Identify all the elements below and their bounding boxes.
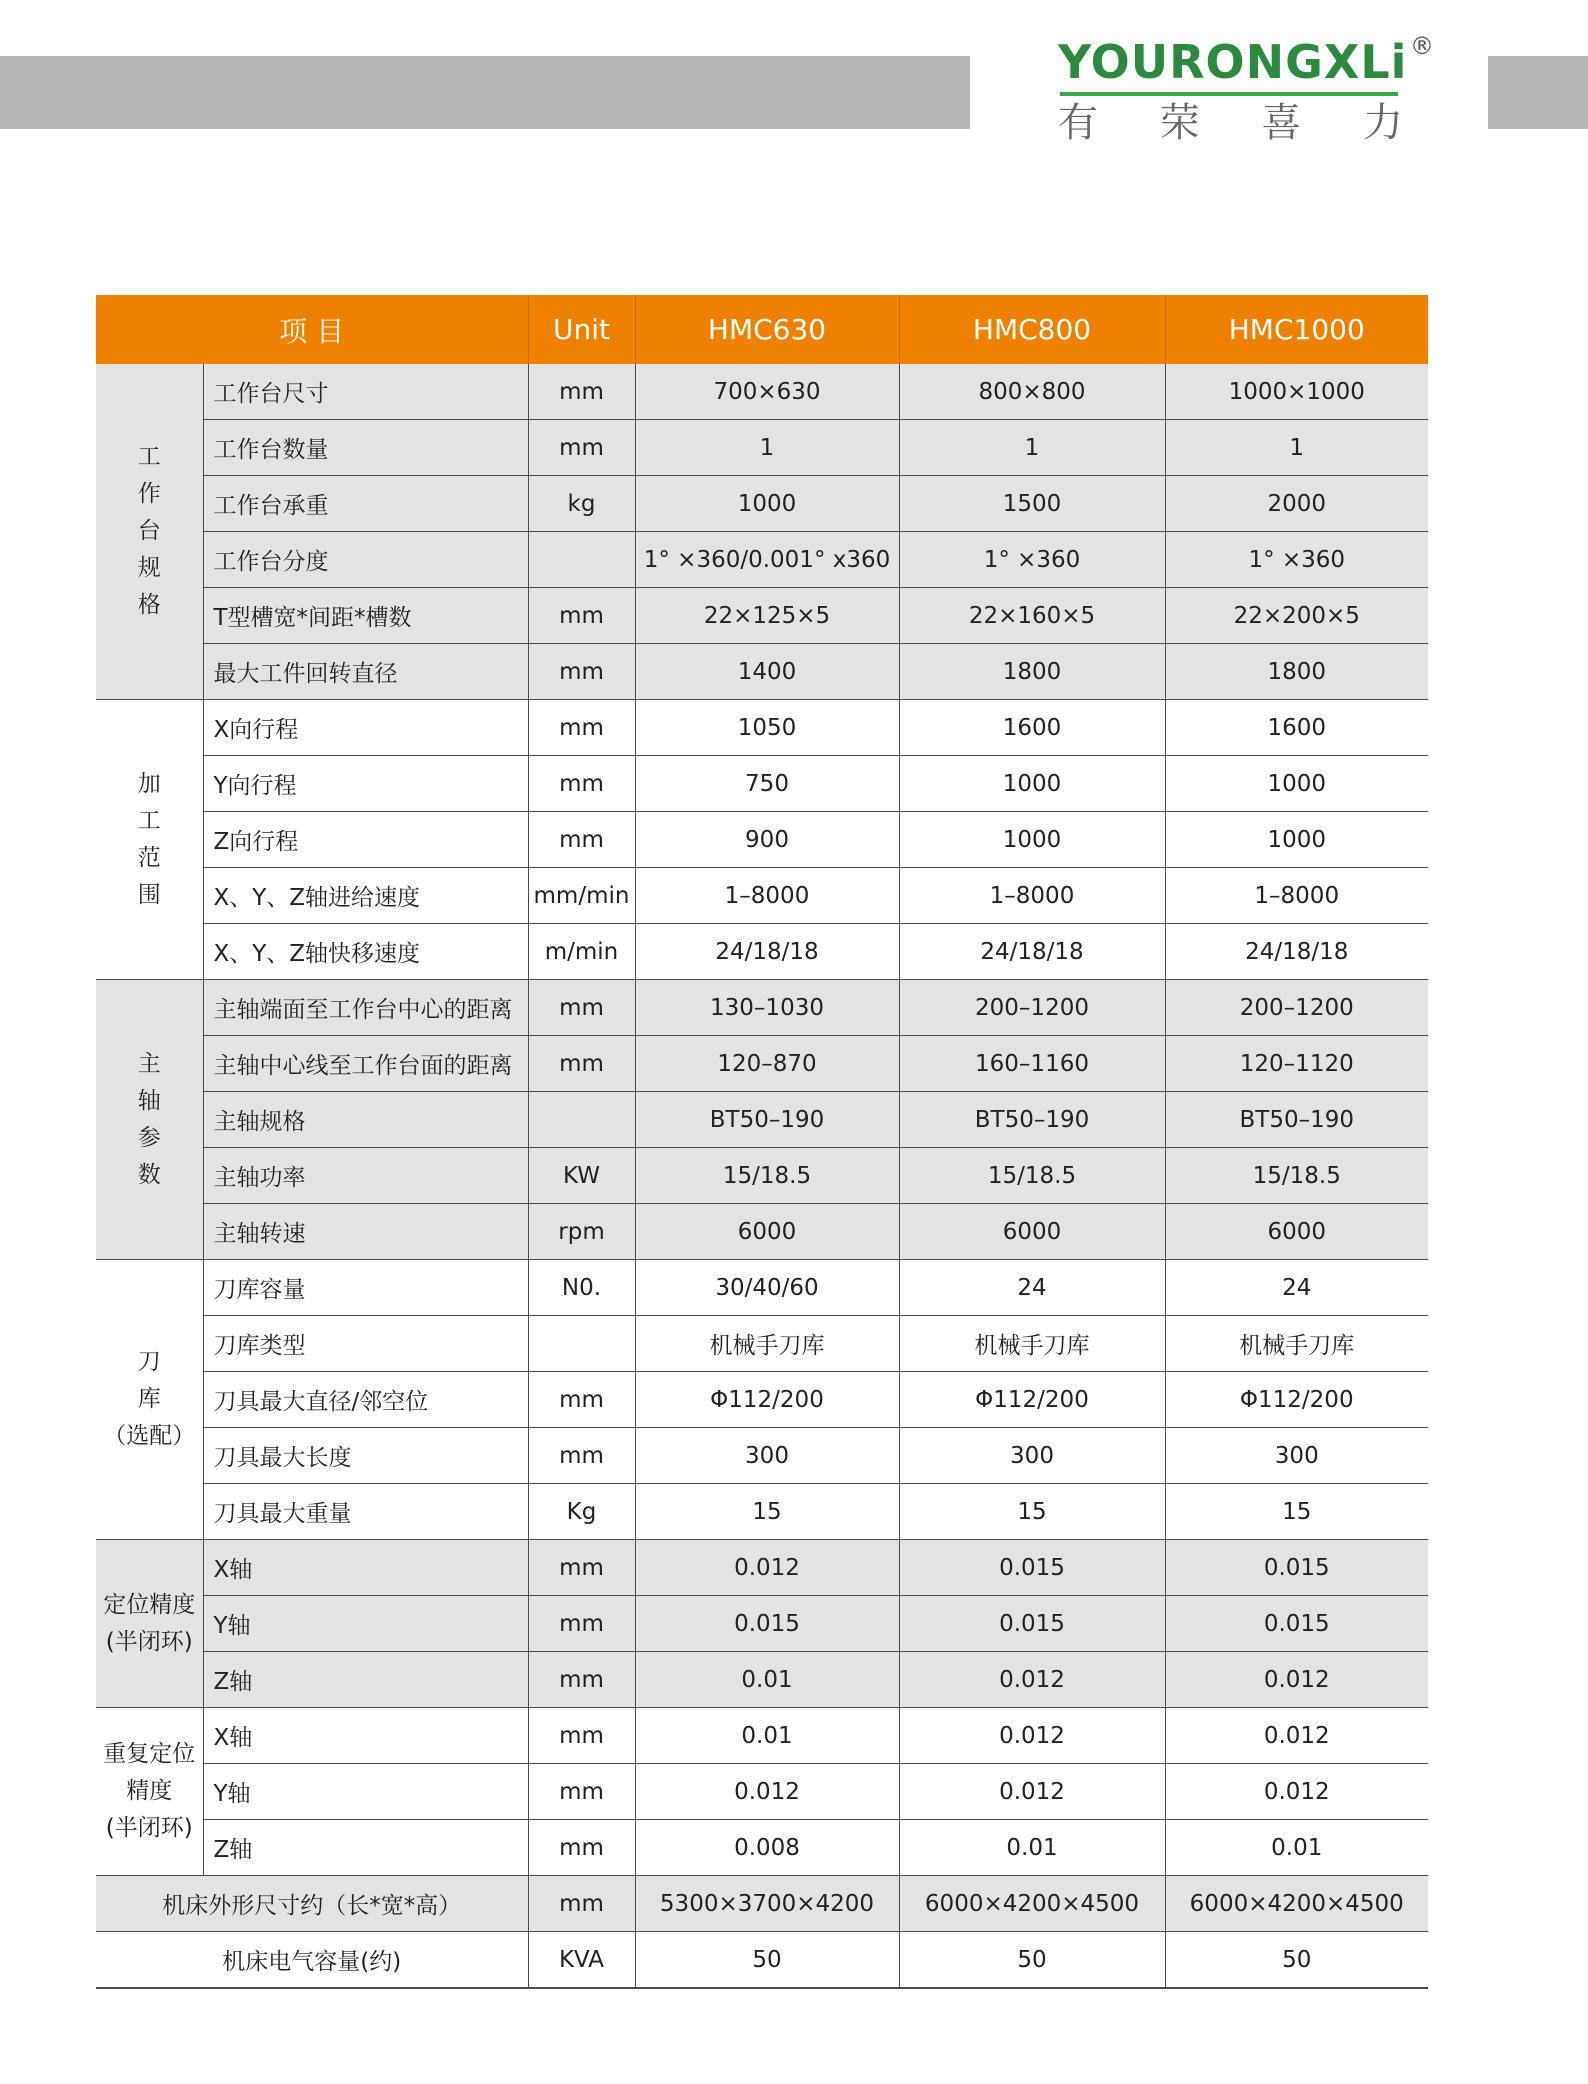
- unit-cell: mm: [528, 588, 635, 644]
- item-cell: 工作台分度: [203, 532, 528, 588]
- unit-cell: kg: [528, 476, 635, 532]
- value-cell: 6000: [635, 1204, 899, 1260]
- value-cell: Φ112/200: [635, 1372, 899, 1428]
- value-cell: 300: [635, 1428, 899, 1484]
- item-cell: 工作台承重: [203, 476, 528, 532]
- value-cell: 机械手刀库: [635, 1316, 899, 1372]
- unit-cell: KW: [528, 1148, 635, 1204]
- header-grey-bar-right: [1488, 56, 1588, 129]
- value-cell: 1800: [899, 644, 1165, 700]
- group-label-line: (半闭环): [105, 1628, 193, 1655]
- value-cell: 1800: [1165, 644, 1428, 700]
- group-label-text: 工作台规格: [137, 444, 161, 618]
- value-cell: 6000×4200×4500: [1165, 1876, 1428, 1932]
- unit-cell: mm: [528, 980, 635, 1036]
- table-header-row: [96, 295, 1428, 364]
- value-cell: 24/18/18: [1165, 924, 1428, 980]
- item-cell: 主轴端面至工作台中心的距离: [203, 980, 528, 1036]
- unit-cell: rpm: [528, 1204, 635, 1260]
- header-unit: Unit: [528, 295, 635, 364]
- item-cell: Y向行程: [203, 756, 528, 812]
- value-cell: 24: [1165, 1260, 1428, 1316]
- table-row: [96, 1540, 1428, 1596]
- item-cell: 主轴功率: [203, 1148, 528, 1204]
- header-grey-bar-left: [0, 56, 970, 129]
- unit-cell: mm: [528, 364, 635, 420]
- value-cell: 22×200×5: [1165, 588, 1428, 644]
- logo-underline: [1060, 92, 1398, 96]
- table-row: [96, 924, 1428, 980]
- value-cell: 1° ×360: [1165, 532, 1428, 588]
- item-cell: X轴: [203, 1708, 528, 1764]
- value-cell: 120–870: [635, 1036, 899, 1092]
- value-cell: 机械手刀库: [1165, 1316, 1428, 1372]
- group-label: [96, 700, 203, 980]
- table-row: [96, 1316, 1428, 1372]
- value-cell: 1–8000: [899, 868, 1165, 924]
- item-cell: X、Y、Z轴进给速度: [203, 868, 528, 924]
- value-cell: 2000: [1165, 476, 1428, 532]
- value-cell: 1° ×360/0.001° x360: [635, 532, 899, 588]
- unit-cell: mm: [528, 1708, 635, 1764]
- table-row: [96, 1484, 1428, 1540]
- table-row: [96, 1148, 1428, 1204]
- unit-cell: mm: [528, 1036, 635, 1092]
- unit-cell: KVA: [528, 1932, 635, 1989]
- value-cell: BT50–190: [635, 1092, 899, 1148]
- value-cell: 6000: [899, 1204, 1165, 1260]
- unit-cell: mm/min: [528, 868, 635, 924]
- value-cell: 15: [1165, 1484, 1428, 1540]
- header-item: 项 目: [96, 295, 528, 364]
- value-cell: 0.012: [635, 1764, 899, 1820]
- value-cell: Φ112/200: [899, 1372, 1165, 1428]
- unit-cell: mm: [528, 420, 635, 476]
- header-model: HMC630: [635, 295, 899, 364]
- value-cell: 24/18/18: [635, 924, 899, 980]
- value-cell: 22×125×5: [635, 588, 899, 644]
- unit-cell: [528, 532, 635, 588]
- unit-cell: [528, 1092, 635, 1148]
- table-row: [96, 1932, 1428, 1989]
- group-label-line: 精度: [126, 1778, 173, 1804]
- spec-table: [96, 295, 1428, 1989]
- table-row: [96, 756, 1428, 812]
- unit-cell: mm: [528, 1652, 635, 1708]
- value-cell: Φ112/200: [1165, 1372, 1428, 1428]
- item-cell: 刀具最大长度: [203, 1428, 528, 1484]
- unit-cell: [528, 1316, 635, 1372]
- group-label-text: 加工范围: [137, 770, 161, 908]
- unit-cell: mm: [528, 644, 635, 700]
- value-cell: 1: [1165, 420, 1428, 476]
- table-row: [96, 1372, 1428, 1428]
- value-cell: 200–1200: [899, 980, 1165, 1036]
- table-row: [96, 1820, 1428, 1876]
- unit-cell: m/min: [528, 924, 635, 980]
- item-cell: X、Y、Z轴快移速度: [203, 924, 528, 980]
- value-cell: 1600: [899, 700, 1165, 756]
- value-cell: 1400: [635, 644, 899, 700]
- value-cell: BT50–190: [1165, 1092, 1428, 1148]
- value-cell: 0.012: [1165, 1652, 1428, 1708]
- table-row: [96, 420, 1428, 476]
- logo-char: 力: [1362, 100, 1403, 146]
- value-cell: 120–1120: [1165, 1036, 1428, 1092]
- value-cell: 1000: [899, 812, 1165, 868]
- item-cell: Z向行程: [203, 812, 528, 868]
- value-cell: 1° ×360: [899, 532, 1165, 588]
- value-cell: 50: [1165, 1932, 1428, 1989]
- value-cell: 750: [635, 756, 899, 812]
- value-cell: 1600: [1165, 700, 1428, 756]
- value-cell: 0.01: [1165, 1820, 1428, 1876]
- item-cell: 刀具最大直径/邻空位: [203, 1372, 528, 1428]
- value-cell: 1000: [899, 756, 1165, 812]
- item-cell: X轴: [203, 1540, 528, 1596]
- value-cell: 0.012: [1165, 1764, 1428, 1820]
- value-cell: 1000: [1165, 756, 1428, 812]
- value-cell: 0.015: [1165, 1540, 1428, 1596]
- value-cell: 机械手刀库: [899, 1316, 1165, 1372]
- item-cell: 工作台尺寸: [203, 364, 528, 420]
- value-cell: 0.012: [899, 1652, 1165, 1708]
- item-cell: Z轴: [203, 1652, 528, 1708]
- value-cell: 5300×3700×4200: [635, 1876, 899, 1932]
- unit-cell: Kg: [528, 1484, 635, 1540]
- header-model: HMC800: [899, 295, 1165, 364]
- table-row: [96, 1652, 1428, 1708]
- value-cell: 0.01: [635, 1708, 899, 1764]
- table-row: [96, 1596, 1428, 1652]
- value-cell: 24/18/18: [899, 924, 1165, 980]
- item-cell: 最大工件回转直径: [203, 644, 528, 700]
- value-cell: 24: [899, 1260, 1165, 1316]
- group-label: [96, 1260, 203, 1540]
- item-cell: Y轴: [203, 1764, 528, 1820]
- group-label: [96, 1708, 203, 1876]
- value-cell: 130–1030: [635, 980, 899, 1036]
- unit-cell: mm: [528, 1820, 635, 1876]
- item-cell: Y轴: [203, 1596, 528, 1652]
- value-cell: 15: [899, 1484, 1165, 1540]
- logo-char: 荣: [1159, 100, 1200, 146]
- value-cell: 0.015: [899, 1596, 1165, 1652]
- item-cell: 刀库容量: [203, 1260, 528, 1316]
- unit-cell: mm: [528, 1372, 635, 1428]
- item-cell: 机床电气容量(约): [96, 1932, 528, 1989]
- table-row: [96, 1428, 1428, 1484]
- value-cell: 200–1200: [1165, 980, 1428, 1036]
- value-cell: 22×160×5: [899, 588, 1165, 644]
- table-row: [96, 1260, 1428, 1316]
- value-cell: 300: [899, 1428, 1165, 1484]
- table-row: [96, 532, 1428, 588]
- logo-char: 喜: [1261, 100, 1302, 146]
- unit-cell: mm: [528, 812, 635, 868]
- value-cell: 0.01: [635, 1652, 899, 1708]
- value-cell: 15: [635, 1484, 899, 1540]
- value-cell: 1000: [1165, 812, 1428, 868]
- value-cell: 0.008: [635, 1820, 899, 1876]
- value-cell: 1000×1000: [1165, 364, 1428, 420]
- group-label-line: 库: [137, 1386, 161, 1412]
- group-label: [96, 1540, 203, 1708]
- value-cell: 0.015: [899, 1540, 1165, 1596]
- table-body: [96, 364, 1428, 1988]
- value-cell: 6000×4200×4500: [899, 1876, 1165, 1932]
- unit-cell: mm: [528, 1540, 635, 1596]
- table-row: [96, 1876, 1428, 1932]
- value-cell: 1–8000: [1165, 868, 1428, 924]
- value-cell: 1500: [899, 476, 1165, 532]
- value-cell: 6000: [1165, 1204, 1428, 1260]
- value-cell: 1: [899, 420, 1165, 476]
- group-label-line: 定位精度: [103, 1591, 196, 1618]
- value-cell: 30/40/60: [635, 1260, 899, 1316]
- item-cell: T型槽宽*间距*槽数: [203, 588, 528, 644]
- logo-chinese: [1058, 98, 1403, 148]
- item-cell: 刀库类型: [203, 1316, 528, 1372]
- value-cell: 300: [1165, 1428, 1428, 1484]
- registered-mark: ®: [1410, 32, 1434, 60]
- value-cell: 1000: [635, 476, 899, 532]
- table-row: [96, 1036, 1428, 1092]
- table-row: [96, 1204, 1428, 1260]
- value-cell: 0.012: [635, 1540, 899, 1596]
- unit-cell: mm: [528, 756, 635, 812]
- unit-cell: mm: [528, 1876, 635, 1932]
- unit-cell: mm: [528, 1596, 635, 1652]
- value-cell: 15/18.5: [899, 1148, 1165, 1204]
- group-label-line: 刀: [137, 1349, 161, 1375]
- value-cell: 0.015: [1165, 1596, 1428, 1652]
- unit-cell: mm: [528, 1764, 635, 1820]
- value-cell: 50: [635, 1932, 899, 1989]
- logo-english: YOURONGXLi: [1058, 35, 1408, 89]
- unit-cell: mm: [528, 700, 635, 756]
- brand-logo: [1058, 34, 1448, 154]
- table-row: [96, 1708, 1428, 1764]
- item-cell: 机床外形尺寸约（长*宽*高）: [96, 1876, 528, 1932]
- value-cell: 0.012: [1165, 1708, 1428, 1764]
- value-cell: 1050: [635, 700, 899, 756]
- item-cell: 主轴转速: [203, 1204, 528, 1260]
- group-label: [96, 364, 203, 700]
- value-cell: 15/18.5: [635, 1148, 899, 1204]
- group-label-line: 重复定位: [103, 1741, 196, 1767]
- value-cell: 1: [635, 420, 899, 476]
- value-cell: 50: [899, 1932, 1165, 1989]
- value-cell: 15/18.5: [1165, 1148, 1428, 1204]
- value-cell: 1–8000: [635, 868, 899, 924]
- table-row: [96, 812, 1428, 868]
- item-cell: Z轴: [203, 1820, 528, 1876]
- table-row: [96, 588, 1428, 644]
- header-model: HMC1000: [1165, 295, 1428, 364]
- value-cell: 700×630: [635, 364, 899, 420]
- unit-cell: N0.: [528, 1260, 635, 1316]
- table-row: [96, 476, 1428, 532]
- table-row: [96, 700, 1428, 756]
- table-row: [96, 1092, 1428, 1148]
- value-cell: 0.012: [899, 1708, 1165, 1764]
- unit-cell: mm: [528, 1428, 635, 1484]
- group-label: [96, 980, 203, 1260]
- logo-char: 有: [1058, 100, 1098, 146]
- value-cell: 160–1160: [899, 1036, 1165, 1092]
- table-row: [96, 980, 1428, 1036]
- item-cell: 主轴规格: [203, 1092, 528, 1148]
- value-cell: BT50–190: [899, 1092, 1165, 1148]
- item-cell: X向行程: [203, 700, 528, 756]
- value-cell: 800×800: [899, 364, 1165, 420]
- value-cell: 0.012: [899, 1764, 1165, 1820]
- value-cell: 0.01: [899, 1820, 1165, 1876]
- table-row: [96, 868, 1428, 924]
- table-row: [96, 1764, 1428, 1820]
- value-cell: 900: [635, 812, 899, 868]
- item-cell: 刀具最大重量: [203, 1484, 528, 1540]
- group-label-line: （选配）: [103, 1423, 196, 1449]
- group-label-line: (半闭环): [105, 1815, 193, 1841]
- table-row: [96, 364, 1428, 420]
- item-cell: 工作台数量: [203, 420, 528, 476]
- table-row: [96, 644, 1428, 700]
- group-label-text: 主轴参数: [137, 1050, 161, 1188]
- value-cell: 0.015: [635, 1596, 899, 1652]
- item-cell: 主轴中心线至工作台面的距离: [203, 1036, 528, 1092]
